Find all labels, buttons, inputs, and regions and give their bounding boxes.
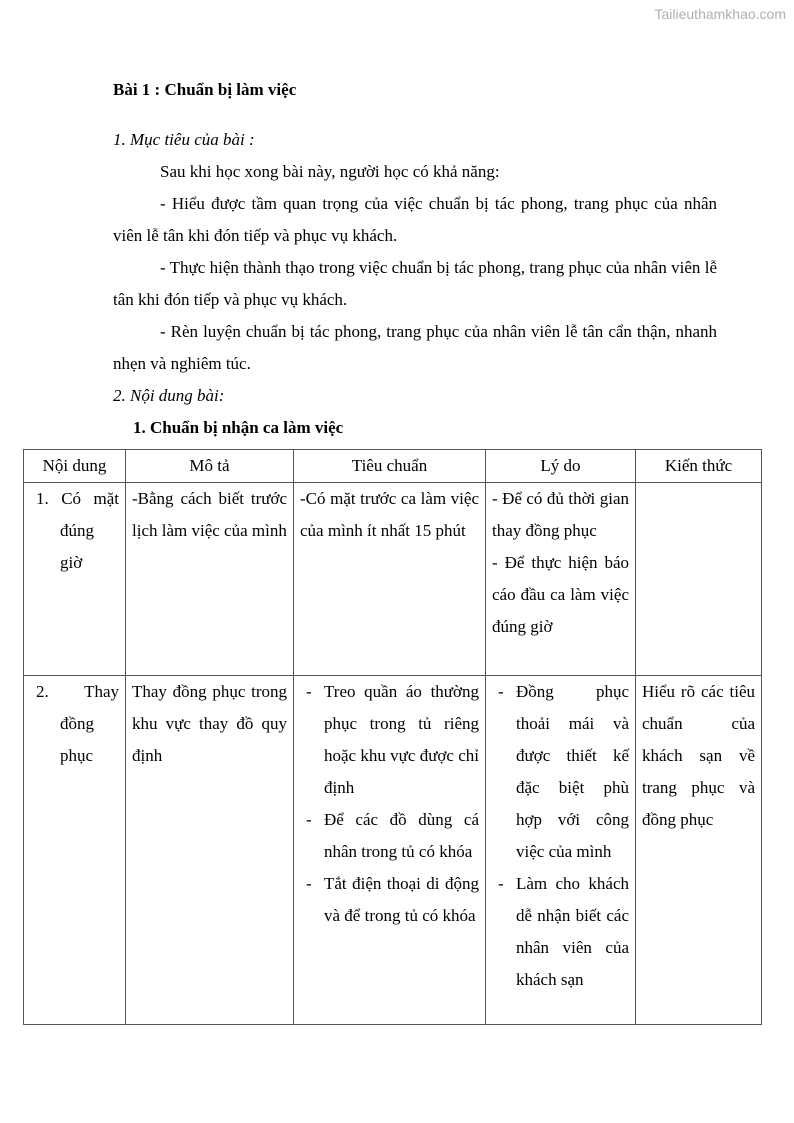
header-cell: Nội dung [24,450,126,483]
standard-item: - Treo quần áo thường phục trong tủ riêng hoặc khu vực được chỉ định [306,682,479,797]
cell-knowledge [636,483,762,676]
section-heading-content: 2. Nội dung bài: [113,386,225,405]
cell-text: 1. Có mặt đúng giờ [36,489,119,572]
table-row [24,483,762,676]
reason-item: - Làm cho khách dễ nhận biết các nhân viên của khách sạn [498,874,629,989]
cell-content [24,676,126,1025]
objective-item: - Rèn luyện chuẩn bị tác phong, trang phục của nhân viên lễ tân cẩn thận, nhanh nhẹn và nghiêm túc. [113,322,717,373]
standard-item: - Tắt điện thoại di động và để trong tủ có khóa [306,874,479,925]
watermark: Tailieuthamkhao.com [654,6,786,22]
standard-item: - Để các đồ dùng cá nhân trong tủ có khóa [306,810,479,861]
header-cell: Mô tả [126,450,294,483]
reason-item: - Đồng phục thoải mái và được thiết kế đặc biệt phù hợp với công việc của mình [498,682,629,861]
objectives-body [113,156,717,380]
lesson-title: Bài 1 : Chuẩn bị làm việc [113,80,297,99]
header-cell: Kiến thức [636,450,762,483]
content-table [23,449,762,1025]
table-row [24,676,762,1025]
cell-knowledge: Hiểu rõ các tiêu chuẩn của khách sạn về trang phục và đồng phục [636,676,762,1025]
cell-text: 2. Thay đồng phục [36,682,119,765]
reason-item: - Để thực hiện báo cáo đầu ca làm việc đúng giờ [492,553,629,636]
cell-standard: -Có mặt trước ca làm việc của mình ít nhất 15 phút [294,483,486,676]
cell-reason [486,483,636,676]
cell-standard [294,676,486,1025]
objective-item: - Thực hiện thành thạo trong việc chuẩn bị tác phong, trang phục của nhân viên lễ tân khi đón tiếp và phục vụ khách. [113,258,717,309]
section-heading-objectives: 1. Mục tiêu của bài : [113,130,255,149]
reason-item: - Để có đủ thời gian thay đồng phục [492,489,629,540]
table-header-row [24,450,762,483]
cell-description: Thay đồng phục trong khu vực thay đồ quy định [126,676,294,1025]
cell-content [24,483,126,676]
subsection-heading: 1. Chuẩn bị nhận ca làm việc [133,418,344,437]
cell-reason [486,676,636,1025]
header-cell: Lý do [486,450,636,483]
objectives-intro: Sau khi học xong bài này, người học có khả năng: [160,162,500,181]
header-cell: Tiêu chuẩn [294,450,486,483]
objective-item: - Hiểu được tầm quan trọng của việc chuẩn bị tác phong, trang phục của nhân viên lễ tân khi đón tiếp và phục vụ khách. [113,194,717,245]
cell-description: -Bằng cách biết trước lịch làm việc của mình [126,483,294,676]
